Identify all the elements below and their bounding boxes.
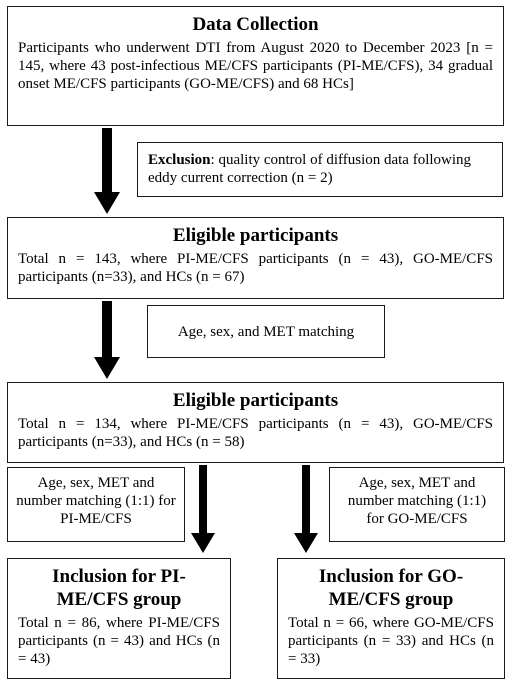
eligible-participants-title-2: Eligible participants [172, 390, 339, 411]
inclusion-pi-title: Inclusion for PI-ME/CFS group [52, 566, 186, 610]
data-collection-title: Data Collection [192, 14, 319, 35]
eligible-participants-text-2: Total n = 134, where PI-ME/CFS participants (n = 43), GO-ME/CFS participants (n=33), and HCs (n = 58) [18, 416, 493, 450]
inclusion-pi-box [7, 558, 231, 679]
data-collection-text: Participants who underwent DTI from August 2020 to December 2023 [n = 145, where 43 post-infectious ME/CFS participants (PI-ME/CFS), 34 gradual onset ME/CFS participants (GO-ME/CFS) and 68 HCs] [18, 40, 493, 92]
inclusion-go-text: Total n = 66, where GO-ME/CFS participants (n = 33) and HCs (n = 33) [288, 615, 494, 667]
arrow-down-1 [94, 128, 120, 216]
matching-pi-text: Age, sex, MET and number matching (1:1) for PI-ME/CFS [16, 475, 176, 527]
data-collection-box [7, 6, 504, 126]
eligible-participants-box-1 [7, 217, 504, 299]
eligible-participants-text-1: Total n = 143, where PI-ME/CFS participants (n = 43), GO-ME/CFS participants (n=33), and HCs (n = 67) [18, 251, 493, 285]
inclusion-pi-text: Total n = 86, where PI-ME/CFS participants (n = 43) and HCs (n = 43) [18, 615, 220, 667]
exclusion-text: : quality control of diffusion data following eddy current correction (n = 2) [148, 152, 472, 186]
exclusion-label: Exclusion [148, 152, 211, 168]
matching-pi-box [7, 467, 185, 542]
arrow-down-3 [191, 465, 215, 555]
matching-text: Age, sex, and MET matching [177, 323, 355, 340]
matching-box [147, 305, 385, 358]
eligible-participants-title-1: Eligible participants [172, 225, 339, 246]
matching-go-text: Age, sex, MET and number matching (1:1) for GO-ME/CFS [347, 475, 487, 527]
inclusion-go-box [277, 558, 505, 679]
inclusion-go-title: Inclusion for GO-ME/CFS group [318, 566, 464, 610]
arrow-down-4 [294, 465, 318, 555]
exclusion-box [137, 142, 503, 197]
eligible-participants-box-2 [7, 382, 504, 463]
arrow-down-2 [94, 301, 120, 381]
matching-go-box [329, 467, 505, 542]
